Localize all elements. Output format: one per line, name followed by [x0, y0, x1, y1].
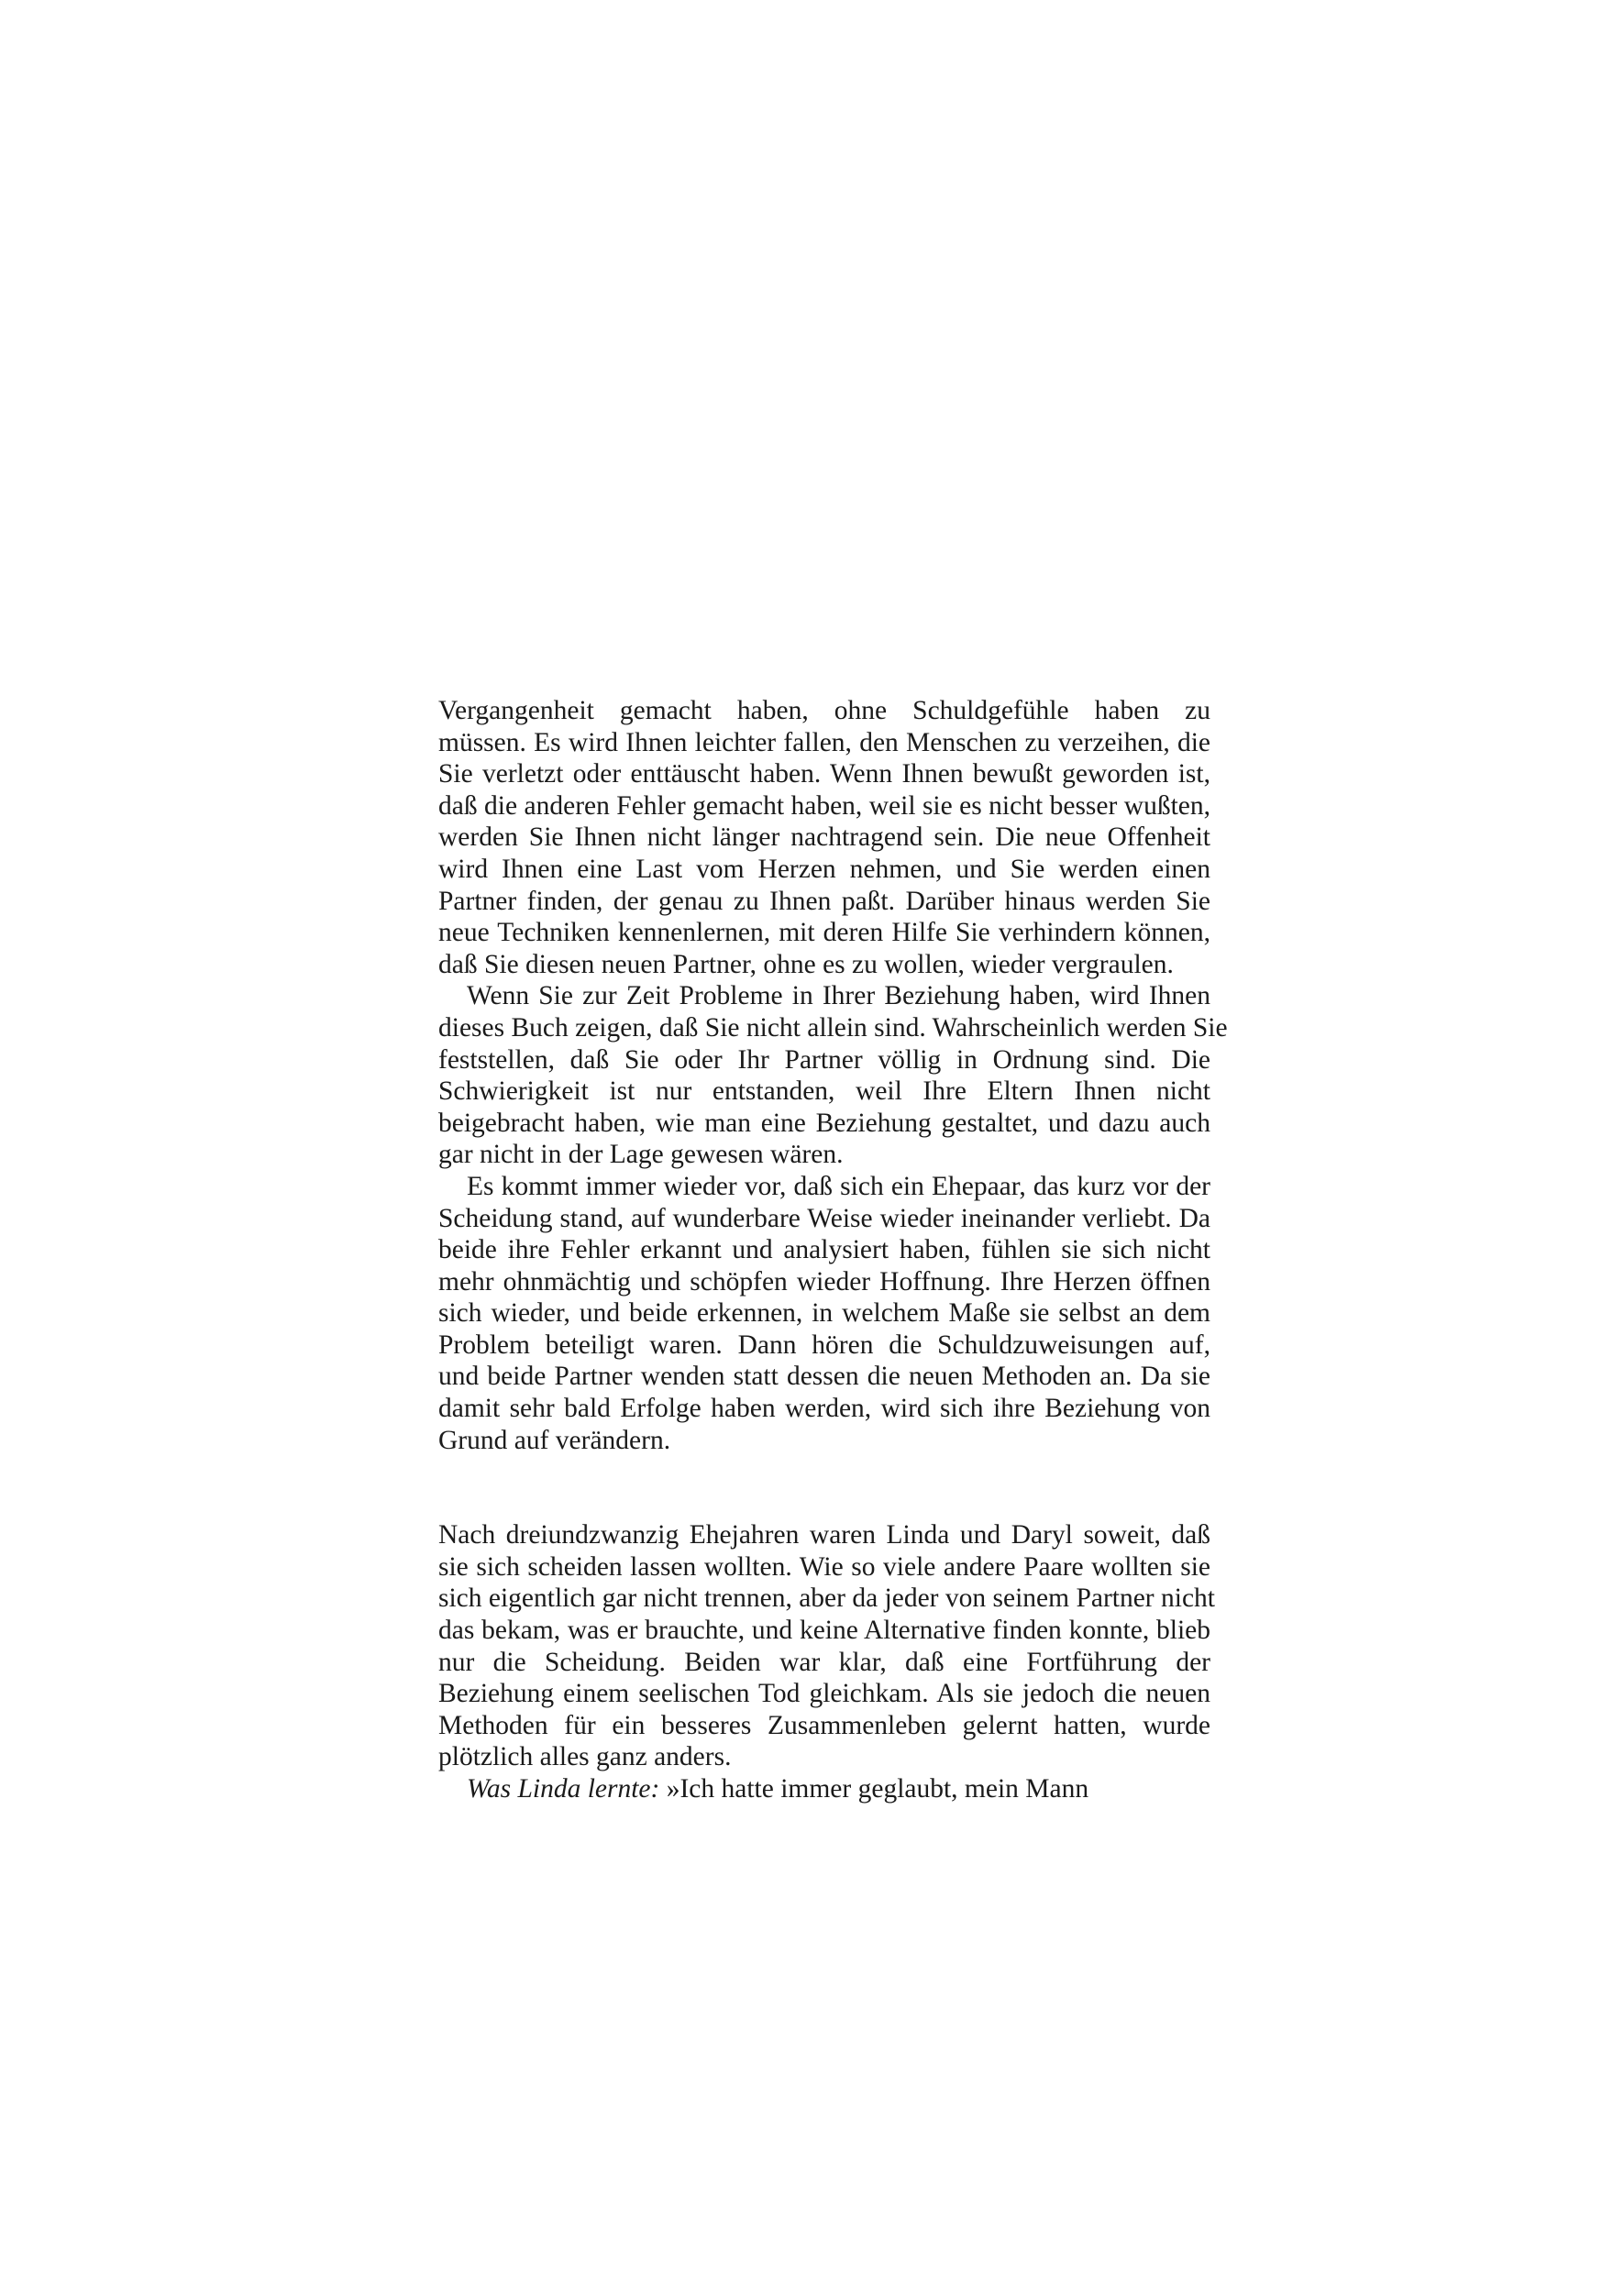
- final-line-text: »Ich hatte immer geglaubt, mein Mann: [659, 1774, 1089, 1804]
- text-line: Wenn Sie zur Zeit Probleme in Ihrer Beziehung haben, wird Ihnen: [467, 981, 1210, 1011]
- section-gap: [438, 1456, 1210, 1519]
- text-line: wird Ihnen eine Last vom Herzen nehmen, und Sie werden einen: [438, 854, 1210, 884]
- text-line: plötzlich alles ganz anders.: [438, 1742, 732, 1772]
- final-line: [438, 1773, 1210, 1805]
- italic-lead-in: Was Linda lernte:: [467, 1774, 660, 1804]
- text-line: damit sehr bald Erfolge haben werden, wird sich ihre Beziehung von: [438, 1394, 1210, 1424]
- text-line: gar nicht in der Lage gewesen wären.: [438, 1140, 844, 1170]
- text-line: mehr ohnmächtig und schöpfen wieder Hoffnung. Ihre Herzen öffnen: [438, 1266, 1210, 1296]
- text-line: beigebracht haben, wie man eine Beziehung gestaltet, und dazu auch: [438, 1108, 1210, 1138]
- text-line: daß die anderen Fehler gemacht haben, weil sie es nicht besser wußten,: [438, 790, 1210, 821]
- text-line: das bekam, was er brauchte, und keine Alternative finden konnte, blieb: [438, 1616, 1210, 1646]
- text-line: Vergangenheit gemacht haben, ohne Schuldgefühle haben zu: [438, 696, 1210, 725]
- text-line: Schwierigkeit ist nur entstanden, weil Ihre Eltern Ihnen nicht: [438, 1076, 1210, 1107]
- text-line: werden Sie Ihnen nicht länger nachtragend sein. Die neue Offenheit: [438, 822, 1210, 853]
- text-line: Sie verletzt oder enttäuscht haben. Wenn Ihnen bewußt geworden ist,: [438, 759, 1210, 789]
- text-line: Grund auf verändern.: [438, 1425, 671, 1455]
- paragraph: [438, 1171, 1210, 1456]
- text-line: Partner finden, der genau zu Ihnen paßt. Darüber hinaus werden Sie: [438, 886, 1210, 916]
- text-line: nur die Scheidung. Beiden war klar, daß eine Fortführung der: [438, 1647, 1210, 1677]
- paragraph: [438, 980, 1228, 1171]
- text-line: Beziehung einem seelischen Tod gleichkam. Als sie jedoch die neuen: [438, 1679, 1210, 1709]
- text-line: beide ihre Fehler erkannt und analysiert haben, fühlen sie sich nicht: [438, 1235, 1210, 1265]
- paragraph: [438, 695, 1210, 980]
- text-line: Problem beteiligt waren. Dann hören die Schuldzuweisungen auf,: [438, 1330, 1210, 1360]
- text-line: sich wieder, und beide erkennen, in welchem Maße sie selbst an dem: [438, 1298, 1210, 1329]
- text-line: daß Sie diesen neuen Partner, ohne es zu wollen, wieder vergraulen.: [438, 949, 1174, 979]
- text-line: Methoden für ein besseres Zusammenleben gelernt hatten, wurde: [438, 1710, 1210, 1740]
- text-line: dieses Buch zeigen, daß Sie nicht allein sind. Wahrscheinlich werden Sie: [438, 1012, 1228, 1043]
- text-line: und beide Partner wenden statt dessen die neuen Methoden an. Da sie: [438, 1362, 1210, 1392]
- text-line: Nach dreiundzwanzig Ehejahren waren Linda und Daryl soweit, daß: [438, 1520, 1210, 1550]
- text-line: sich eigentlich gar nicht trennen, aber da jeder von seinem Partner nicht: [438, 1583, 1215, 1614]
- book-page-body: [438, 695, 1228, 1805]
- paragraph: [438, 1519, 1215, 1773]
- paragraphs: [438, 695, 1228, 1773]
- text-line: Es kommt immer wieder vor, daß sich ein Ehepaar, das kurz vor der: [467, 1171, 1210, 1201]
- text-line: müssen. Es wird Ihnen leichter fallen, den Menschen zu verzeihen, die: [438, 727, 1210, 757]
- text-line: neue Techniken kennenlernen, mit deren Hilfe Sie verhindern können,: [438, 918, 1210, 948]
- text-line: Scheidung stand, auf wunderbare Weise wieder ineinander verliebt. Da: [438, 1203, 1210, 1233]
- text-line: sie sich scheiden lassen wollten. Wie so viele andere Paare wollten sie: [438, 1551, 1210, 1582]
- text-line: feststellen, daß Sie oder Ihr Partner völlig in Ordnung sind. Die: [438, 1044, 1210, 1075]
